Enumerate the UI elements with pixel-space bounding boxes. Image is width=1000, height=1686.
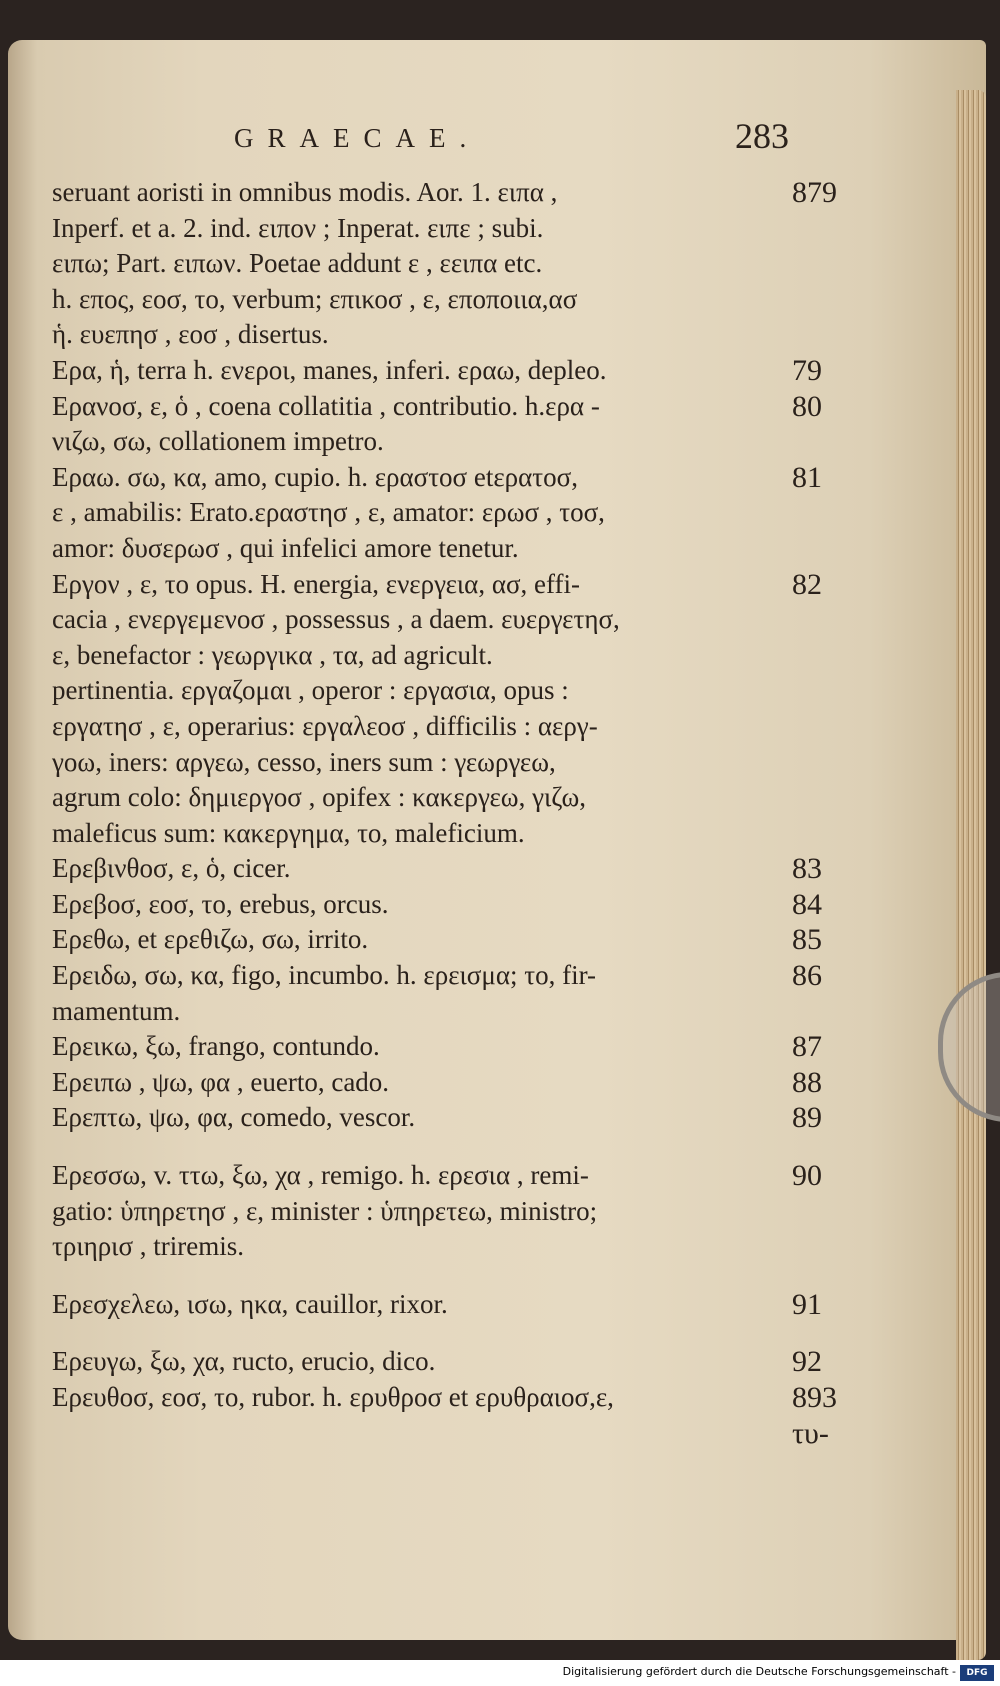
- text-line: [52, 531, 852, 567]
- text-line: [52, 1229, 852, 1265]
- line-text: γοω, iners: αργεω, cesso, iners sum : γεωργεω,: [52, 746, 556, 777]
- line-text: ε , amabilis: Erato.εραστησ , ε, amator: ερωσ , τοσ,: [52, 497, 605, 528]
- text-line: [52, 1100, 852, 1136]
- text-line: [52, 460, 852, 496]
- text-line: [52, 1287, 852, 1323]
- text-line: [52, 317, 852, 353]
- line-text: ε, benefactor : γεωργικα , τα, ad agricult.: [52, 639, 493, 670]
- line-text: Ερανοσ, ε, ὁ , coena collatitia , contributio. h.ερα -: [52, 390, 600, 421]
- text-line: [52, 353, 852, 389]
- line-number: 82: [792, 567, 822, 601]
- text-line: [52, 673, 852, 709]
- text-line: [52, 994, 852, 1030]
- line-number: 879: [792, 176, 837, 209]
- line-text: Ερεικω, ξω, frango, contundo.: [52, 1031, 380, 1062]
- text-line: [52, 389, 852, 425]
- dfg-logo: DFG: [960, 1665, 994, 1681]
- line-number: 88: [792, 1065, 822, 1099]
- text-line: [52, 424, 852, 460]
- line-number: 80: [792, 389, 822, 423]
- line-text: ἡ. ευεπησ , εοσ , disertus.: [52, 319, 329, 350]
- line-number: 81: [792, 460, 822, 494]
- text-line: [52, 282, 852, 318]
- line-number: 86: [792, 959, 822, 993]
- line-gap: [52, 1322, 852, 1344]
- footer: [0, 1662, 1000, 1686]
- line-text: pertinentia. εργαζομαι , operor : εργασια, opus :: [52, 675, 569, 706]
- text-line: [52, 1194, 852, 1230]
- text-line: [52, 211, 852, 247]
- line-number: 893: [792, 1381, 837, 1414]
- line-text: νιζω, σω, collationem impetro.: [52, 426, 384, 457]
- text-line: [52, 1158, 852, 1194]
- text-line: [52, 567, 852, 603]
- text-line: [52, 851, 852, 887]
- text-line: [52, 175, 852, 211]
- line-number: 92: [792, 1345, 822, 1379]
- text-line: [52, 638, 852, 674]
- line-text: seruant aoristi in omnibus modis. Aor. 1. ειπα ,: [52, 177, 558, 207]
- line-text: h. επος, εοσ, το, verbum; επικοσ , ε, εποποιια,ασ: [52, 283, 578, 314]
- line-text: Ερεθω, et ερεθιζω, σω, irrito.: [52, 924, 369, 955]
- line-text: agrum colo: δημιεργοσ , opifex : κακεργεω, γιζω,: [52, 782, 587, 813]
- text-line: [52, 780, 852, 816]
- line-number: 91: [792, 1287, 822, 1321]
- text-line: [52, 816, 852, 852]
- text-line: [52, 1416, 852, 1452]
- text-line: [52, 887, 852, 923]
- text-line: [52, 602, 852, 638]
- line-text: mamentum.: [52, 995, 181, 1026]
- line-number: 85: [792, 923, 822, 957]
- line-text: Ερευθοσ, εοσ, το, rubor. h. ερυθροσ et ερυθραιοσ,ε,: [52, 1382, 614, 1412]
- line-text: amor: δυσερωσ , qui infelici amore tenetur.: [52, 532, 519, 563]
- text-line: [52, 1344, 852, 1380]
- line-text: Ερεσχελεω, ισω, ηκα, cauillor, rixor.: [52, 1288, 448, 1319]
- line-number: 90: [792, 1159, 822, 1193]
- line-text: εργατησ , ε, operarius: εργαλεοσ , difficilis : αεργ-: [52, 710, 598, 741]
- line-text: ειπω; Part. ειπων. Poetae addunt ε , εειπα etc.: [52, 248, 543, 279]
- line-text: Ερα, ἡ, terra h. ενεροι, manes, inferi. εραω, depleo.: [52, 354, 607, 385]
- text-line: [52, 246, 852, 282]
- text-line: [52, 709, 852, 745]
- text-lines: [52, 175, 852, 1451]
- line-gap: [52, 1136, 852, 1158]
- line-text: Ερεπτω, ψω, φα, comedo, vescor.: [52, 1102, 416, 1133]
- text-line: [52, 1065, 852, 1101]
- running-head: [52, 115, 852, 175]
- page-edges: [956, 90, 986, 1660]
- line-text: τριηρισ , triremis.: [52, 1231, 244, 1262]
- line-number: 84: [792, 887, 822, 921]
- text-line: [52, 495, 852, 531]
- line-text: Εραω. σω, κα, amo, cupio. h. εραστοσ etερατοσ,: [52, 461, 578, 492]
- line-gap: [52, 1265, 852, 1287]
- line-text: Ερεβοσ, εοσ, το, erebus, orcus.: [52, 888, 389, 919]
- line-number: 89: [792, 1101, 822, 1135]
- text-line: [52, 922, 852, 958]
- line-text: Ερειπω , ψω, φα , euerto, cado.: [52, 1066, 390, 1097]
- line-text: Ερεβινθοσ, ε, ὁ, cicer.: [52, 853, 291, 884]
- line-text: gatio: ὑπηρετησ , ε, minister : ὑπηρετεω, ministro;: [52, 1195, 598, 1226]
- line-text: Ερευγω, ξω, χα, ructo, erucio, dico.: [52, 1346, 436, 1377]
- line-number: τυ-: [792, 1416, 829, 1450]
- text-line: [52, 745, 852, 781]
- line-text: Ερεσσω, v. ττω, ξω, χα , remigo. h. ερεσια , remi-: [52, 1160, 589, 1191]
- line-text: Εργον , ε, το opus. H. energia, ενεργεια, ασ, effi-: [52, 568, 581, 599]
- page-number: 283: [735, 116, 789, 156]
- text-line: [52, 1029, 852, 1065]
- line-number: 87: [792, 1030, 822, 1064]
- footer-credit: Digitalisierung gefördert durch die Deutsche Forschungsgemeinschaft -: [562, 1665, 956, 1678]
- line-number: 79: [792, 353, 822, 387]
- line-text: Inperf. et a. 2. ind. ειπον ; Inperat. ειπε ; subi.: [52, 212, 544, 243]
- line-number: 83: [792, 852, 822, 886]
- running-head-title: GRAECAE.: [234, 123, 481, 153]
- line-text: Ερειδω, σω, κα, figo, incumbo. h. ερεισμα; το, fir-: [52, 960, 597, 991]
- text-block: [52, 115, 852, 1451]
- line-text: cacia , ενεργεμενοσ , possessus , a daem. ευεργετησ,: [52, 604, 620, 635]
- text-line: [52, 958, 852, 994]
- line-text: maleficus sum: κακεργημα, το, maleficium.: [52, 817, 525, 848]
- text-line: [52, 1380, 852, 1416]
